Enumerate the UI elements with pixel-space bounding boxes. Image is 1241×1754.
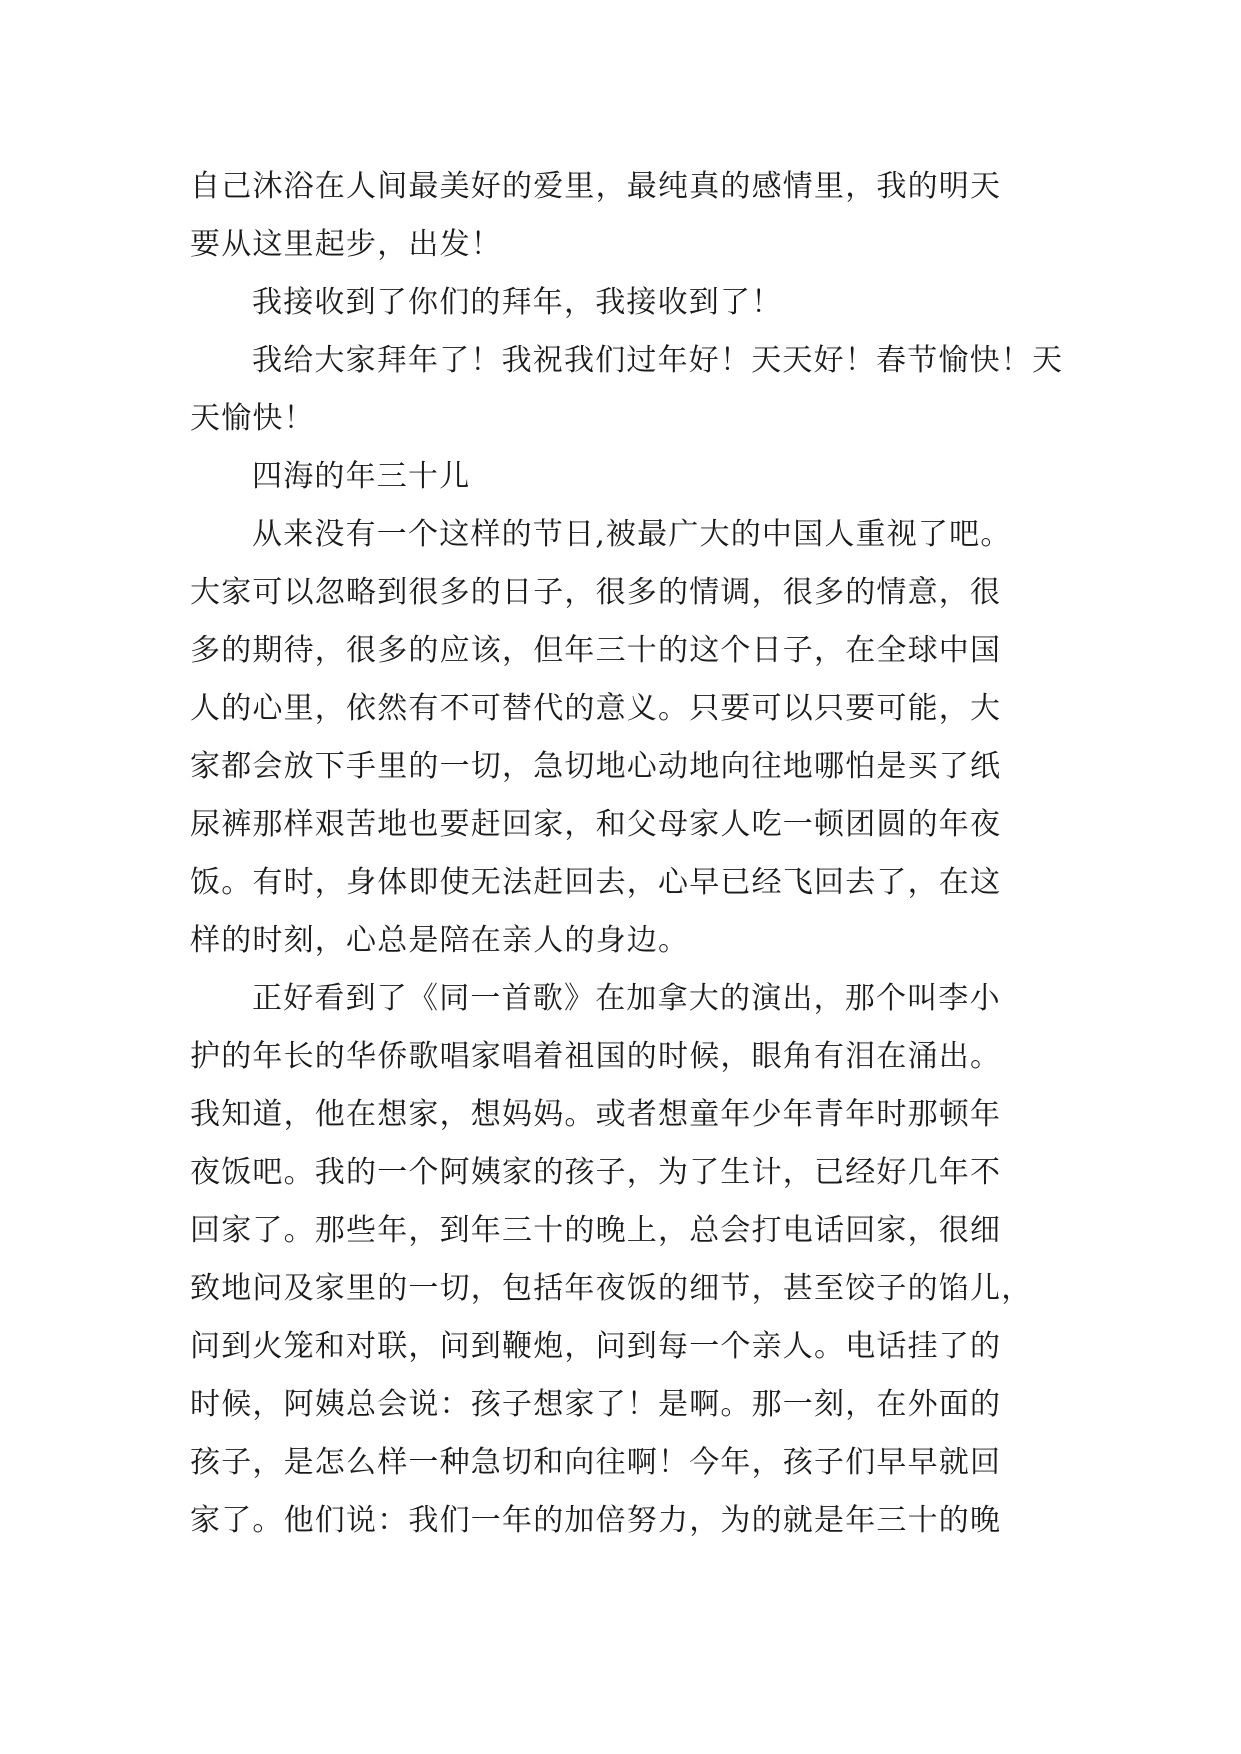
text-line: 我给大家拜年了！我祝我们过年好！天天好！春节愉快！天	[252, 343, 1064, 378]
text-line: 我接收到了你们的拜年，我接收到了！	[252, 285, 783, 320]
text-line: 家了。他们说：我们一年的加倍努力，为的就是年三十的晚	[190, 1503, 1002, 1538]
text-line: 尿裤那样艰苦地也要赶回家，和父母家人吃一顿团圆的年夜	[190, 807, 1002, 842]
document-body	[190, 158, 1070, 1550]
text-line: 回家了。那些年，到年三十的晚上，总会打电话回家，很细	[190, 1213, 1002, 1248]
text-line: 人的心里，依然有不可替代的意义。只要可以只要可能，大	[190, 691, 1002, 726]
text-line: 多的期待，很多的应该，但年三十的这个日子，在全球中国	[190, 633, 1002, 668]
text-line: 夜饭吧。我的一个阿姨家的孩子，为了生计，已经好几年不	[190, 1155, 1002, 1190]
text-line: 时候，阿姨总会说：孩子想家了！是啊。那一刻，在外面的	[190, 1387, 1002, 1422]
paragraph	[190, 506, 1070, 970]
text-line: 正好看到了《同一首歌》在加拿大的演出，那个叫李小	[252, 981, 1001, 1016]
text-line: 问到火笼和对联，问到鞭炮，问到每一个亲人。电话挂了的	[190, 1329, 1002, 1364]
text-line: 样的时刻，心总是陪在亲人的身边。	[190, 923, 690, 958]
text-line: 四海的年三十儿	[252, 459, 471, 494]
text-line: 天愉快！	[190, 401, 315, 436]
text-line: 致地问及家里的一切，包括年夜饭的细节，甚至饺子的馅儿，	[190, 1271, 1033, 1306]
paragraph	[190, 970, 1070, 1550]
paragraph	[190, 274, 1070, 332]
text-line: 大家可以忽略到很多的日子，很多的情调，很多的情意，很	[190, 575, 1002, 610]
text-line: 从来没有一个这样的节日,被最广大的中国人重视了吧。	[252, 517, 1012, 552]
text-line: 家都会放下手里的一切，急切地心动地向往地哪怕是买了纸	[190, 749, 1002, 784]
text-line: 要从这里起步，出发！	[190, 227, 502, 262]
text-line: 饭。有时，身体即使无法赶回去，心早已经飞回去了，在这	[190, 865, 1002, 900]
paragraph	[190, 332, 1070, 448]
paragraph	[190, 158, 1070, 274]
text-line: 孩子，是怎么样一种急切和向往啊！今年，孩子们早早就回	[190, 1445, 1002, 1480]
text-line: 护的年长的华侨歌唱家唱着祖国的时候，眼角有泪在涌出。	[190, 1039, 1002, 1074]
paragraph	[190, 448, 1070, 506]
text-line: 我知道，他在想家，想妈妈。或者想童年少年青年时那顿年	[190, 1097, 1002, 1132]
text-line: 自己沐浴在人间最美好的爱里，最纯真的感情里，我的明天	[190, 169, 1002, 204]
